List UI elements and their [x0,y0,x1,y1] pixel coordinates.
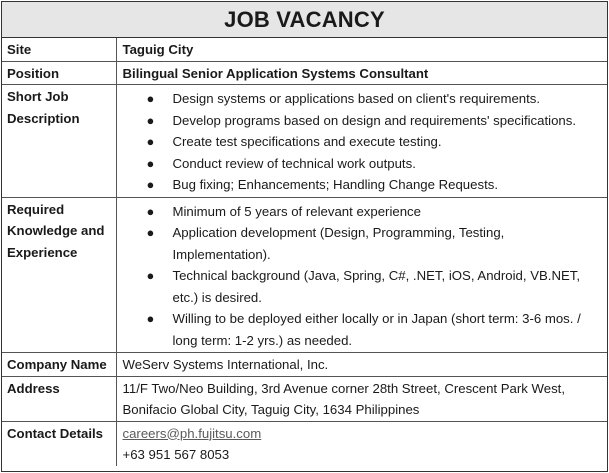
site-value: Taguig City [116,38,607,61]
list-item-text: Create test specifications and execute testing. [172,134,442,149]
row-required-knowledge [2,197,607,353]
short-job-label: Short Job Description [2,85,116,198]
list-item-text: Application development (Design, Programming, Testing, Implementation). [172,225,505,262]
position-value: Bilingual Senior Application Systems Consultant [116,61,607,85]
address-label: Address [2,376,116,421]
email-link[interactable]: careers@ph.fujitsu.com [122,425,262,441]
list-item-text: Bug fixing; Enhancements; Handling Change Requests. [172,177,498,192]
row-contact-details [2,421,607,466]
required-list-cell [116,197,607,353]
list-item [123,153,604,175]
list-item [123,265,604,308]
short-job-list-cell [116,85,607,198]
page-title: JOB VACANCY [2,2,607,38]
short-job-list [123,86,604,197]
bullet-icon: ● [146,177,155,192]
list-item-text: Design systems or applications based on client's requirements. [172,91,541,106]
list-item [123,222,604,265]
bullet-icon: ● [146,134,155,149]
required-list [123,199,604,353]
site-label: Site [2,38,116,61]
bullet-icon: ● [146,203,155,219]
contact-cell [116,421,607,466]
list-item-text: Technical background (Java, Spring, C#, .NET, iOS, Android, VB.NET, etc.) is desired. [172,268,581,305]
company-label: Company Name [2,353,116,377]
required-label: Required Knowledge and Experience [2,197,116,353]
company-value: WeServ Systems International, Inc. [116,353,607,377]
details-table [2,38,607,466]
list-item-text: Conduct review of technical work outputs. [172,155,416,171]
row-site [2,38,607,61]
list-item [123,110,604,132]
list-item [123,131,604,153]
list-item [123,201,604,223]
bullet-icon: ● [146,268,155,283]
contact-label: Contact Details [2,421,116,466]
bullet-icon: ● [146,225,155,240]
address-value: 11/F Two/Neo Building, 3rd Avenue corner 28th Street, Crescent Park West, Bonifacio Global City, Taguig City, 1634 Philippines [116,376,607,421]
bullet-icon: ● [146,311,155,326]
row-position [2,61,607,85]
list-item [123,308,604,351]
bullet-icon: ● [146,112,155,128]
list-item [123,88,604,110]
job-vacancy-sheet [1,1,608,472]
list-item [123,174,604,196]
list-item-text: Willing to be deployed either locally or in Japan (short term: 3-6 mos. / long term: 1-2 yrs.) as needed. [172,311,581,348]
list-item-text: Minimum of 5 years of relevant experience [172,203,421,219]
phone-number: +63 951 567 8053 [122,447,230,462]
row-short-job-description [2,85,607,198]
list-item-text: Develop programs based on design and requirements' specifications. [172,112,577,128]
bullet-icon: ● [146,91,155,106]
position-label: Position [2,61,116,85]
row-address [2,376,607,421]
bullet-icon: ● [146,155,155,171]
row-company-name [2,353,607,377]
